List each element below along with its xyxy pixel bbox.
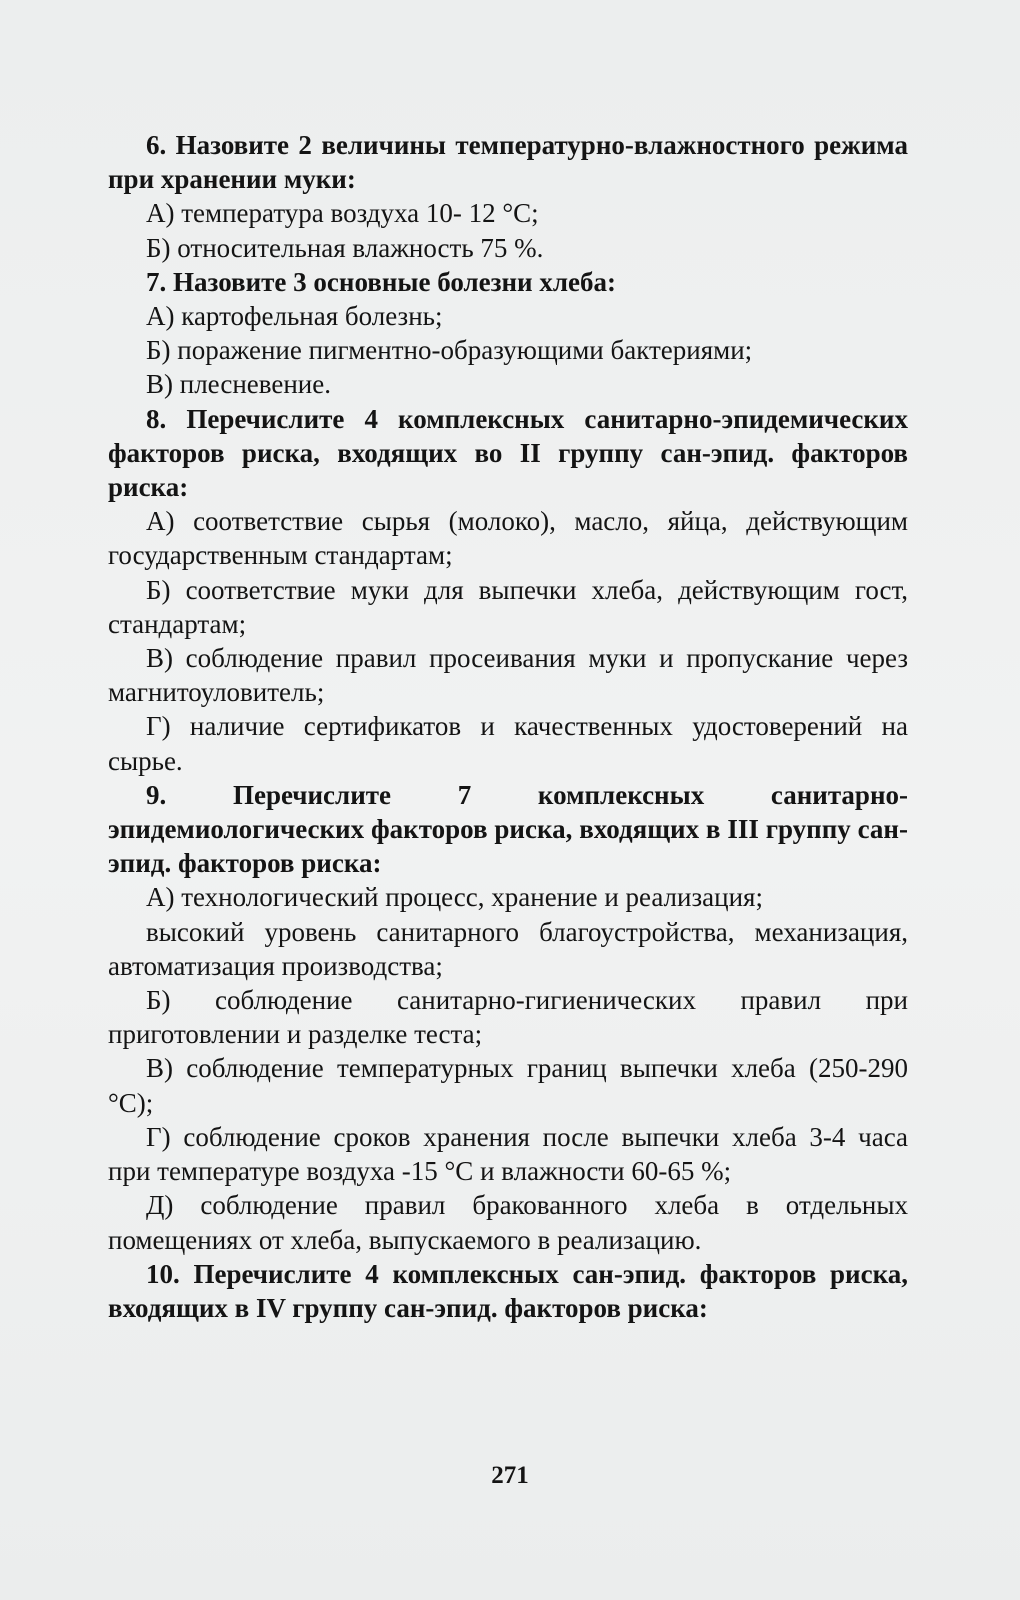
- answer-9c: В) соблюдение температурных границ выпечки хлеба (250-290 °С);: [108, 1053, 908, 1118]
- answer-7a: А) картофельная болезнь;: [146, 301, 443, 332]
- answer-9e: Д) соблюдение правил бракованного хлеба в отдельных помещениях от хлеба, выпускаемого в реализацию.: [108, 1190, 908, 1255]
- answer-9a-cont: высокий уровень санитарного благоустройства, механизация, автоматизация производства;: [108, 916, 908, 981]
- page-number: 271: [491, 1462, 529, 1489]
- answer-7b: Б) поражение пигментно-образующими бактериями;: [146, 335, 753, 366]
- answer-7c: В) плесневение.: [146, 369, 331, 400]
- answer-8b: Б) соответствие муки для выпечки хлеба, действующим гост, стандартам;: [108, 574, 908, 639]
- answer-9d: Г) соблюдение сроков хранения после выпечки хлеба 3-4 часа при температуре воздуха -15 °С и влажности 60-65 %;: [108, 1121, 908, 1187]
- question-6: 6. Назовите 2 величины температурно-влажностного режима при хранении муки:: [108, 130, 908, 195]
- answer-9b: Б) соблюдение санитарно-гигиенических правил при приготовлении и разделке теста;: [108, 985, 908, 1050]
- answer-8c: В) соблюдение правил просеивания муки и пропускание через магнитоуловитель;: [108, 643, 908, 708]
- question-9: 9. Перечислите 7 комплексных санитарно-эпидемиологических факторов риска, входящих в III группу сан-эпид. факторов риска:: [108, 779, 908, 879]
- question-8: 8. Перечислите 4 комплексных санитарно-эпидемических факторов риска, входящих во II группу сан-эпид. факторов риска:: [108, 403, 908, 503]
- answer-8a: А) соответствие сырья (молоко), масло, яйца, действующим государственным стандартам;: [108, 506, 908, 571]
- answer-6b: Б) относительная влажность 75 %.: [146, 232, 544, 263]
- page-text: [108, 128, 908, 1325]
- answer-9a: А) технологический процесс, хранение и реализация;: [146, 882, 763, 913]
- answer-6a: А) температура воздуха 10- 12 °С;: [146, 198, 539, 229]
- question-7: 7. Назовите 3 основные болезни хлеба:: [146, 266, 616, 297]
- question-10: 10. Перечислите 4 комплексных сан-эпид. факторов риска, входящих в IV группу сан-эпид. факторов риска:: [108, 1258, 908, 1323]
- answer-8d: Г) наличие сертификатов и качественных удостоверений на сырье.: [108, 711, 908, 776]
